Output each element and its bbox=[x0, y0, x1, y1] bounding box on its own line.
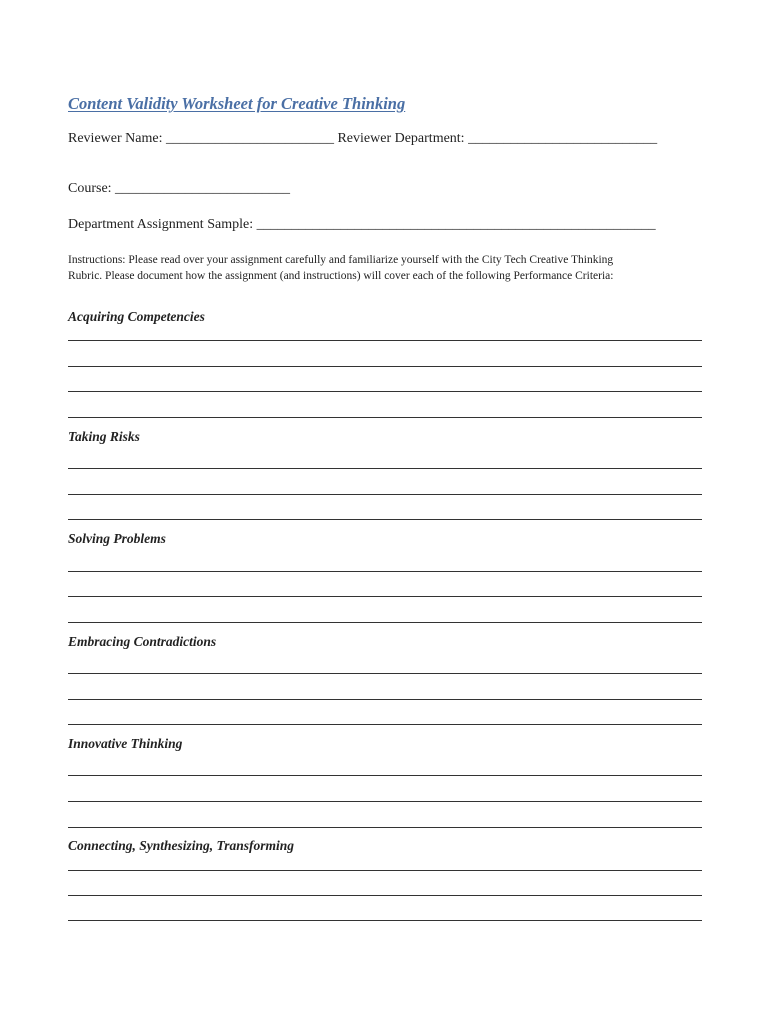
answer-line[interactable] bbox=[68, 920, 702, 921]
answer-line[interactable] bbox=[68, 673, 702, 674]
instructions-line-1: Instructions: Please read over your assignment carefully and familiarize yourself with the City Tech Creative Thinking bbox=[68, 254, 614, 266]
answer-line[interactable] bbox=[68, 622, 702, 623]
answer-line[interactable] bbox=[68, 775, 702, 776]
section-heading-taking-risks: Taking Risks bbox=[68, 429, 140, 444]
answer-line[interactable] bbox=[68, 340, 702, 341]
answer-line[interactable] bbox=[68, 895, 702, 896]
reviewer-fields-line: Reviewer Name: ________________________ Reviewer Department: ___________________________ bbox=[68, 131, 658, 146]
answer-line[interactable] bbox=[68, 391, 702, 392]
answer-line[interactable] bbox=[68, 494, 702, 495]
department-assignment-sample-line: Department Assignment Sample: _________________________________________________________ bbox=[68, 217, 656, 232]
page-title: Content Validity Worksheet for Creative Thinking bbox=[68, 94, 406, 113]
answer-line[interactable] bbox=[68, 519, 702, 520]
answer-line[interactable] bbox=[68, 801, 702, 802]
section-heading-connecting-synthesizing-transforming: Connecting, Synthesizing, Transforming bbox=[68, 838, 295, 853]
course-field-line: Course: _________________________ bbox=[68, 181, 291, 196]
answer-line[interactable] bbox=[68, 724, 702, 725]
section-heading-innovative-thinking: Innovative Thinking bbox=[68, 736, 183, 751]
instructions-block bbox=[68, 252, 708, 284]
section-heading-acquiring-competencies: Acquiring Competencies bbox=[68, 309, 205, 324]
instructions-line-2: Rubric. Please document how the assignment (and instructions) will cover each of the following Performance Criteria: bbox=[68, 270, 614, 282]
answer-line[interactable] bbox=[68, 596, 702, 597]
answer-line[interactable] bbox=[68, 571, 702, 572]
answer-line[interactable] bbox=[68, 417, 702, 418]
answer-line[interactable] bbox=[68, 699, 702, 700]
section-heading-embracing-contradictions: Embracing Contradictions bbox=[68, 634, 217, 649]
answer-line[interactable] bbox=[68, 366, 702, 367]
section-heading-solving-problems: Solving Problems bbox=[68, 531, 166, 546]
answer-line[interactable] bbox=[68, 870, 702, 871]
answer-line[interactable] bbox=[68, 468, 702, 469]
answer-line[interactable] bbox=[68, 827, 702, 828]
